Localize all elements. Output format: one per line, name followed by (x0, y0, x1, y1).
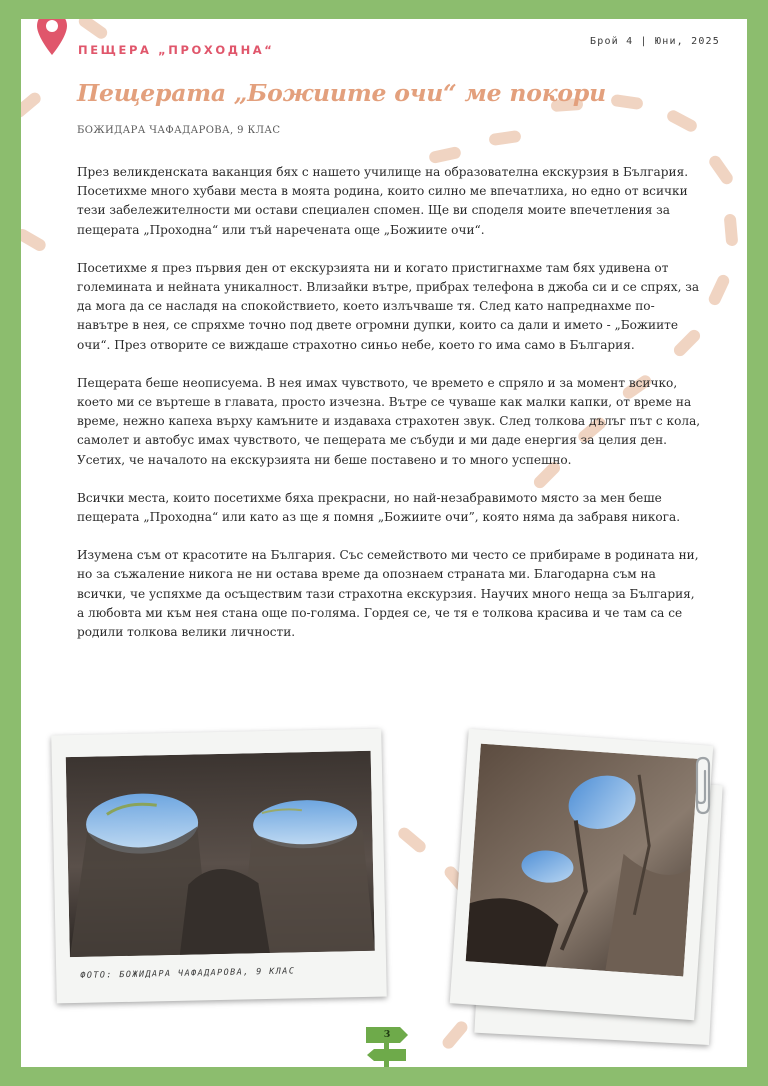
paperclip-icon (689, 755, 715, 817)
paragraph: Изумена съм от красотите на България. Със семейството ми често се прибираме в родината ни, но за съжаление никога не ни остава време да опознаем страната ми. Благодарна съм на всички, че успяхме да осъществим тази страхотна екскурзия. Научих много неща за България, а любовта ми към нея стана още по-голяма. Гордея се, че тя е толкова красива и че там са се родили толкова велики личности. (77, 548, 699, 640)
cave-photo-polaroid-left (51, 729, 387, 1004)
signpost-icon (364, 1021, 410, 1067)
article-title: Пещерата „Божиите очи“ ме покори (77, 79, 607, 107)
article-author: БОЖИДАРА ЧАФАДАРОВА, 9 КЛАС (77, 125, 281, 136)
cave-photo (466, 744, 699, 977)
magazine-brand: ПЕЩЕРА „ПРОХОДНА“ (78, 43, 275, 57)
paragraph: Пещерата беше неописуема. В нея имах чувството, че времето е спряло и за момент всичко, което ми се въртеше в главата, просто изчезна. Вътре се чуваше как малки капки, от време на време, нежно капеха върху камъните и издаваха страхотен звук. След толкова дълъг път с кола, самолет и автобус имах чувството, че пещерата ме събуди и ми даде енергия за целия ден. Усетих, че началото на екскурзията ни беше поставено и то много успешно. (77, 375, 701, 467)
article-body (77, 163, 702, 661)
location-pin-icon (35, 19, 69, 59)
cave-photo (66, 751, 375, 957)
page (21, 19, 747, 1067)
photo-caption: ФОТО: БОЖИДАРА ЧАФАДАРОВА, 9 КЛАС (80, 966, 296, 981)
paragraph: Всички места, които посетихме бяха прекрасни, но най-незабравимото място за мен беше пещерата „Проходна“ или като аз ще я помня „Божиите очи”, която няма да забравя никога. (77, 490, 681, 525)
page-number: 3 (383, 1029, 391, 1040)
cave-photo-polaroid-right (450, 729, 714, 1020)
issue-info: Брой 4 | Юни, 2025 (590, 36, 720, 47)
paragraph: Посетихме я през първия ден от екскурзията ни и когато пристигнахме там бях удивена от големината и нейната уникалност. Влизайки вътре, прибрах телефона в джоба си и се спрях, за да мога да се насладя на спокойствието, което излъчваше тя. След като напреднахме по-навътре в нея, се спряхме точно под двете огромни дупки, които са дали и името - „Божиите очи“. През отворите се виждаше страхотно синьо небе, което го има само в България. (77, 260, 700, 352)
paragraph: През великденската ваканция бях с нашето училище на образователна екскурзия в България. Посетихме много хубави места в моята родина, които силно ме впечатлиха, но едно от всички тези забележителности ми остави специален спомен. Ще ви споделя моите впечетления за пещерата „Проходна“ или тъй наречената още „Божиите очи“. (77, 165, 689, 237)
